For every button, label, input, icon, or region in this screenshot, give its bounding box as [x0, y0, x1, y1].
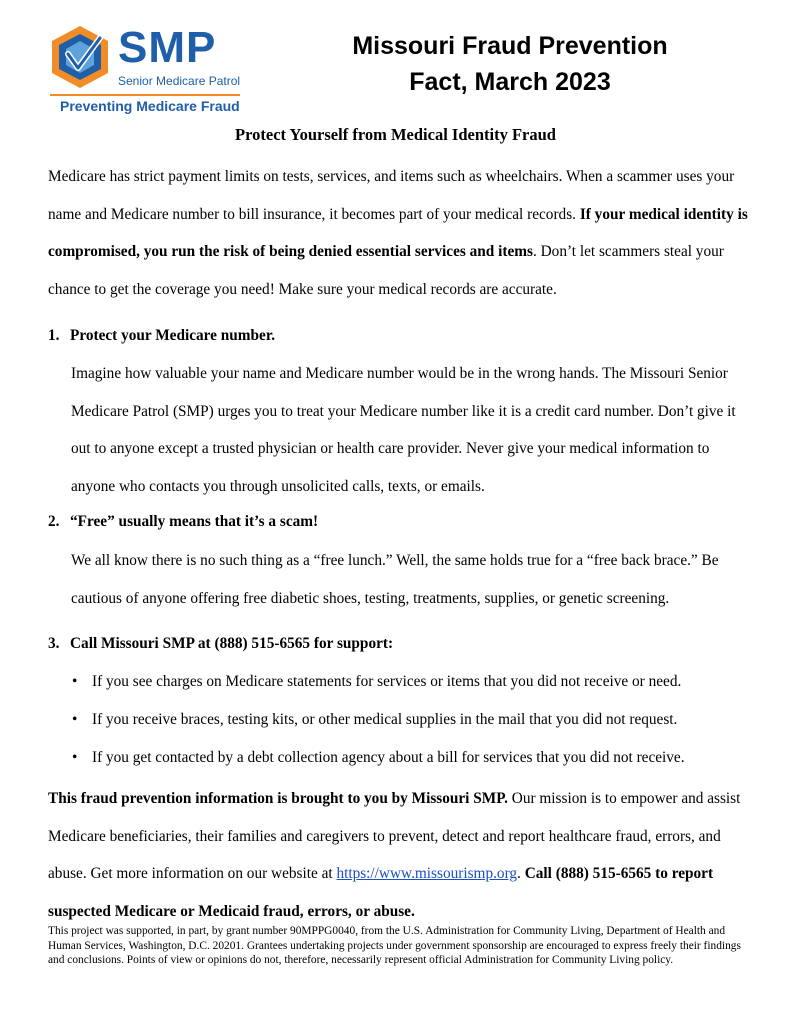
bullet-text: If you get contacted by a debt collection agency about a bill for services that you did not receive. — [92, 749, 685, 766]
logo-brand: SMP — [118, 23, 217, 72]
closing-bold-1: This fraud prevention information is brought to you by Missouri SMP. — [48, 790, 508, 807]
website-link[interactable]: https://www.missourismp.org — [336, 865, 518, 882]
section-1-title-text: Protect your Medicare number. — [70, 327, 276, 344]
section-3-title — [48, 635, 393, 653]
section-subtitle: Protect Yourself from Medical Identity Fraud — [235, 125, 556, 144]
bullet-text: If you receive braces, testing kits, or other medical supplies in the mail that you did not request. — [92, 711, 678, 728]
section-2-number: 2. — [48, 513, 60, 530]
bullet-icon: • — [72, 749, 78, 766]
grant-footnote: This project was supported, in part, by grant number 90MPPG0040, from the U.S. Administration for Community Living, Department of Health and Human Services, Washington, D.C. 20201. Grantees undertaking projects under government sponsorship are encouraged to express freely their findings and conclusions. Points of view or opinions do not, therefore, necessarily represent official Administration for Community Living policy. — [48, 925, 741, 966]
closing-text-1: Our mission is to empower and assist Medicare beneficiaries, their families and caregivers to prevent, detect and report healthcare fraud, errors, and abuse. Get more information on our website at — [48, 790, 741, 882]
bullet-icon: • — [72, 673, 78, 690]
intro-text-1: Medicare has strict payment limits on tests, services, and items such as wheelchairs. When a scammer uses your name and Medicare number to bill insurance, it becomes part of your medical records. — [48, 168, 735, 223]
logo-subtitle: Senior Medicare Patrol — [118, 74, 241, 88]
section-2-title — [48, 513, 318, 531]
section-1-body: Imagine how valuable your name and Medicare number would be in the wrong hands. The Missouri Senior Medicare Patrol (SMP) urges you to treat your Medicare number like it is a credit card number. Don’t give it out to anyone except a trusted physician or health care provider. Never give your medical information to anyone who contacts you through unsolicited calls, texts, or emails. — [71, 365, 736, 495]
smp-logo — [46, 22, 246, 118]
title-line-2: Fact, March 2023 — [409, 68, 611, 96]
page-title — [300, 28, 720, 100]
section-3-title-text: Call Missouri SMP at (888) 515-6565 for support: — [70, 635, 394, 652]
list-item — [72, 749, 685, 767]
list-item — [72, 673, 681, 691]
section-2-body: We all know there is no such thing as a “free lunch.” Well, the same holds true for a “free back brace.” Be cautious of anyone offering free diabetic shoes, testing, treatments, supplies, or genetic screening. — [71, 552, 719, 607]
closing-bold-2: Call (888) 515-6565 to report suspected Medicare or Medicaid fraud, errors, or abuse. — [48, 865, 714, 920]
bullet-icon: • — [72, 711, 78, 728]
intro-paragraph — [48, 158, 748, 308]
logo-divider — [50, 94, 240, 96]
closing-paragraph — [48, 780, 748, 930]
section-1-title — [48, 327, 275, 345]
logo-tagline: Preventing Medicare Fraud — [60, 98, 240, 114]
intro-text-2: . Don’t let scammers steal your chance to get the coverage you need! Make sure your medical records are accurate. — [48, 243, 724, 298]
closing-text-2: . — [517, 865, 525, 882]
section-2-title-text: “Free” usually means that it’s a scam! — [70, 513, 319, 530]
section-1-number: 1. — [48, 327, 60, 344]
title-line-1: Missouri Fraud Prevention — [352, 32, 668, 60]
section-3-number: 3. — [48, 635, 60, 652]
bullet-text: If you see charges on Medicare statements for services or items that you did not receive or need. — [92, 673, 682, 690]
intro-bold: If your medical identity is compromised, you run the risk of being denied essential services and items — [48, 205, 748, 260]
list-item — [72, 711, 677, 729]
shield-check-icon — [48, 24, 112, 90]
